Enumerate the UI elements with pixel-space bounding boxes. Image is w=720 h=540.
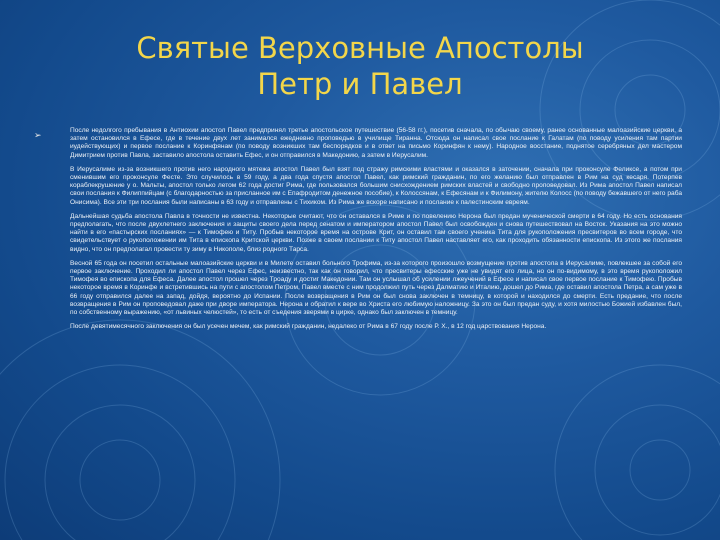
slide-title-line-1: Святые Верховные Апостолы	[136, 31, 584, 65]
paragraph: В Иерусалиме из-за возникшего против него народного мятежа апостол Павел был взят под стражу римскими властями и оказался в заточении, сначала при проконсуле Феликсе, а потом при сменившим его проконсуле Фесте. Это случилось в 59 году, а два года спустя апостол Павел, как римский гражданин, по его желанию был отправлен в Рим на суд кесаря. Потерпев кораблекрушение у о. Мальты, апостол только летом 62 года достиг Рима, где пользовался большим снисхождением римских властей и свободно проповедовал. Из Рима апостол Павел написал свои послания к Филиппийцам (с благодарностью за присланное им с Епафродитом денежное пособие), к Колоссянам, к Ефесянам и к Филимону, жителю Колосс (по поводу бежавшего от него раба Онисима). Все эти три послания были написаны в 63 году и отправлены с Тихиком. Из Рима же вскоре написано и послание к палестинским евреям.	[70, 165, 682, 206]
paragraph: После девятимесячного заключения он был усечен мечем, как римский гражданин, недалеко от Рима в 67 году после Р. Х., в 12 год царствования Нерона.	[70, 323, 547, 331]
paragraph: Весной 65 года он посетил остальные малоазийские церкви и в Милете оставил больного Трофима, из-за которого произошло возмущение против апостола в Иерусалиме, повлекшее за собой его первое заключение. Проходил ли апостол Павел через Ефес, неизвестно, так как он говорил, что пресвитеры ефесские уже не увидят его лица, но он по-видимому, в это время рукоположил Тимофея во епископа для Ефеса. Далее апостол прошел через Троаду и достиг Македонии. Там он услышал об усилении лжеучений в Ефесе и написал свое первое послание к Тимофею. Пробыв некоторое время в Коринфе и встретившись на пути с апостолом Петром, Павел вместе с ним продолжил путь через Далматию и Италию, дошел до Рима, где оставил апостола Петра, а сам уже в 66 году отправился далее на запад, дойдя, вероятно до Испании. После возвращения в Рим он был снова заключен в темницу, в которой и находился до смерти. Есть предание, что после возвращения в Рим он проповедовал даже при дворе императора. Нерона и обратил к вере во Христа его любимую наложницу. За это он был предан суду, и хотя милостью Божией избавлен был, по собственному выражению, «от львиных челюстей», то есть от съедения зверями в цирке, однако был заключен в темницу.	[70, 259, 682, 317]
body-text	[70, 127, 682, 337]
arrow-bullet-icon: ➢	[34, 130, 42, 140]
slide-title	[0, 30, 720, 102]
paragraph: Дальнейшая судьба апостола Павла в точности не известна. Некоторые считают, что он оставался в Риме и по повелению Нерона был предан мученической смерти в 64 году. Но есть основания предполагать, что после двухлетнего заключения и защиты своего дела перед сенатом и императором апостол Павел был освобожден и снова путешествовал на Восток. Указания на это можно найти в его «пастырских посланиях» — к Тимофею и Титу. Пробыв некоторое время на острове Крит, он оставил там своего ученика Тита для рукоположения пресвитеров во всем городе, что свидетельствует о рукоположении им Тита в епископа Критской церкви. Позже в своем послании к Титу апостол Павел наставляет его, как проходить обязанности епископа. Из этого же послания видно, что он предполагал провести ту зиму в Никополе, близ родного Тарса.	[70, 212, 682, 253]
paragraph: После недолгого пребывания в Антиохии апостол Павел предпринял третье апостольское путешествие (56-58 гг.), посетив сначала, по обычаю своему, ранее основанные малоазийские церкви, а затем остановился в Ефесе, где в течение двух лет занимался ежедневно проповедью в училище Тиранна. Отсюда он написал свое послание к Галатам (по поводу усиления там партии иудействующих) и первое послание к Коринфянам (по поводу возникших там беспорядков и в ответ на письмо Коринфян к нему). Народное восстание, поднятое серебряных дел мастером Димитрием против Павла, заставило апостола оставить Ефес, и он отправился в Македонию, а затем в Иерусалим.	[70, 127, 682, 159]
slide-title-line-2: Петр и Павел	[257, 67, 463, 101]
